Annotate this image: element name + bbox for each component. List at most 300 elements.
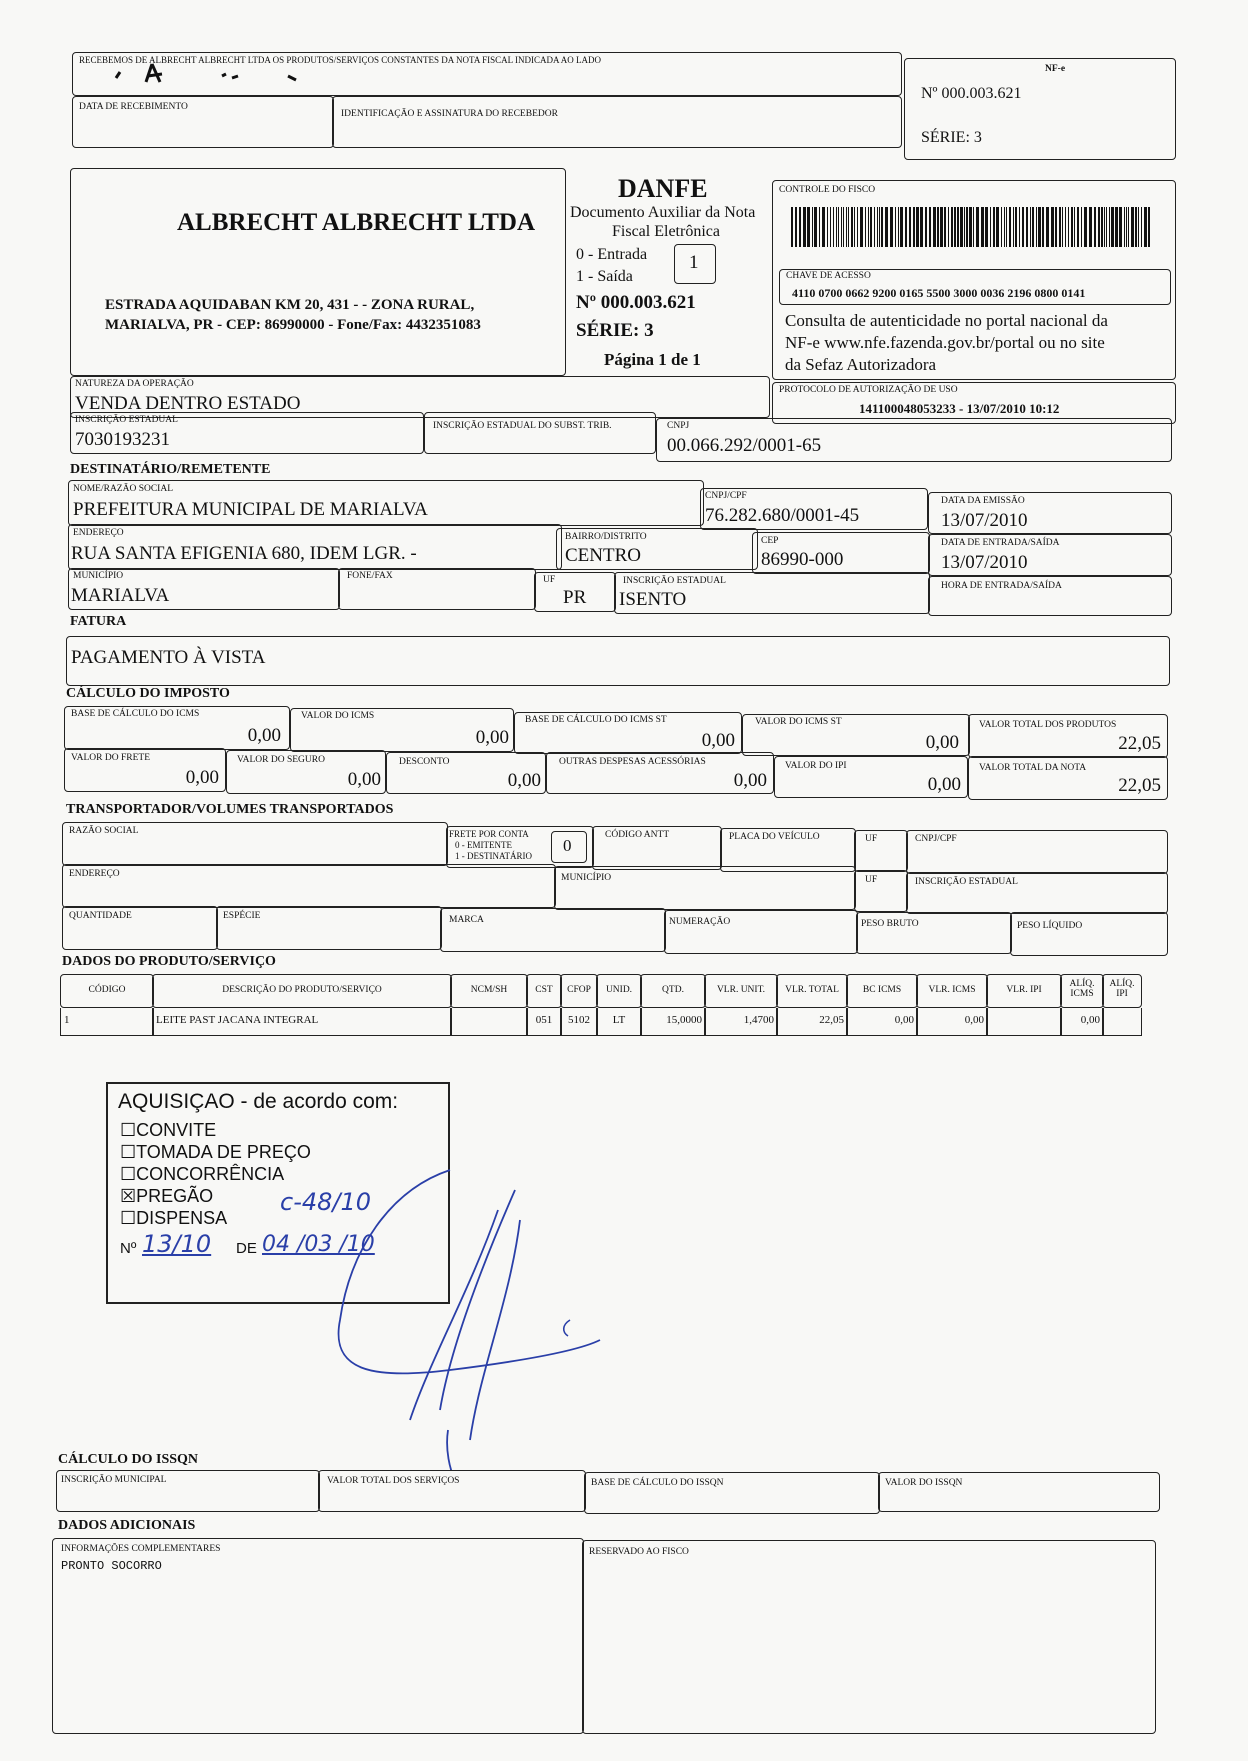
dest-bairro-label: BAIRRO/DISTRITO	[565, 532, 647, 542]
table-header-cell	[60, 974, 154, 1008]
table-row-cell	[986, 1008, 1062, 1036]
barcode-bar	[1128, 207, 1129, 247]
table-header-cell	[1060, 974, 1104, 1008]
emitente-nome: ALBRECHT ALBRECHT LTDA	[177, 209, 535, 236]
transp-cnpj-box	[906, 830, 1168, 874]
barcode-bar	[854, 207, 855, 247]
dest-hora-box	[928, 576, 1172, 616]
transp-frete-label2: 0 - EMITENTE	[455, 840, 512, 850]
seguro-box	[226, 750, 386, 794]
emitente-box	[70, 168, 566, 376]
transp-especie-box	[216, 906, 442, 950]
table-header-label: CFOP	[567, 985, 591, 995]
table-row-value: 1	[64, 1014, 70, 1026]
transp-frete-value-box	[551, 831, 587, 863]
table-row-cell	[560, 1008, 598, 1036]
transp-municipio-label: MUNICÍPIO	[561, 873, 612, 883]
barcode-bar	[973, 207, 974, 247]
dest-bairro-box	[556, 528, 758, 570]
canhoto-data-box	[72, 96, 334, 148]
stamp-dispensa: ☐DISPENSA	[120, 1208, 228, 1228]
frete-label: VALOR DO FRETE	[71, 753, 150, 763]
barcode-bar	[857, 207, 858, 247]
danfe-pagina: Página 1 de 1	[604, 350, 701, 369]
barcode-bar	[1074, 207, 1075, 247]
barcode-bar	[913, 207, 915, 247]
total-nota-box	[968, 756, 1168, 800]
barcode-bar	[1148, 207, 1150, 247]
barcode-bar	[841, 207, 842, 247]
table-header-label: QTD.	[662, 985, 684, 995]
consulta3: da Sefaz Autorizadora	[785, 355, 937, 374]
transp-antt-box	[592, 826, 722, 870]
icms-st-box	[742, 714, 970, 756]
canhoto-id-box	[332, 96, 902, 148]
stamp-tomada-label: TOMADA DE PREÇO	[136, 1142, 311, 1162]
barcode-bar	[848, 207, 849, 247]
natureza-valor: VENDA DENTRO ESTADO	[75, 393, 301, 414]
table-header-cell	[916, 974, 988, 1008]
barcode-bar	[836, 207, 837, 247]
stamp-concorrencia-label: CONCORRÊNCIA	[136, 1164, 285, 1184]
chave-barcode	[791, 207, 1157, 247]
canhoto-serie: SÉRIE: 3	[921, 129, 982, 146]
stamp-title: AQUISIÇAO - de acordo com:	[118, 1090, 399, 1113]
natureza-label: NATUREZA DA OPERAÇÃO	[75, 379, 194, 389]
stamp-hand-no: 13/10	[142, 1230, 212, 1258]
barcode-bar	[981, 207, 984, 247]
issqn-im-box	[56, 1470, 320, 1512]
barcode-bar	[1111, 207, 1114, 247]
dest-emissao-label: DATA DA EMISSÃO	[941, 496, 1025, 506]
transp-placa-label: PLACA DO VEÍCULO	[729, 832, 820, 842]
table-header-label: VLR. UNIT.	[716, 985, 766, 995]
barcode-bar	[1001, 207, 1002, 247]
dest-fone-label: FONE/FAX	[347, 571, 393, 581]
barcode-bar	[951, 207, 953, 247]
transp-endereco-box	[62, 864, 556, 908]
barcode-bar	[877, 207, 878, 247]
table-header-cell	[1102, 974, 1142, 1008]
issqn-valor-label: VALOR DO ISSQN	[885, 1478, 963, 1488]
dest-cnpj-box	[700, 488, 928, 530]
emitente-endereco2: MARIALVA, PR - CEP: 86990000 - Fone/Fax: 4432351083	[105, 317, 481, 333]
icms: 0,00	[475, 727, 509, 748]
barcode-bar	[954, 207, 956, 247]
barcode-bar	[1051, 207, 1054, 247]
barcode-bar	[1026, 207, 1028, 247]
barcode-bar	[1109, 207, 1110, 247]
dest-nome: PREFEITURA MUNICIPAL DE MARIALVA	[73, 499, 428, 520]
ipi-box	[774, 756, 968, 798]
barcode-bar	[1015, 207, 1017, 247]
outras: 0,00	[733, 770, 767, 791]
transp-especie-label: ESPÉCIE	[223, 911, 261, 921]
desconto-box	[386, 752, 546, 794]
dest-bairro: CENTRO	[565, 545, 641, 566]
issqn-valor-box	[878, 1472, 1160, 1512]
table-row-value: 0,00	[964, 1014, 984, 1026]
barcode-bar	[905, 207, 907, 247]
ie-st-box	[424, 412, 656, 454]
barcode-bar	[838, 207, 839, 247]
issqn-im-label: INSCRIÇÃO MUNICIPAL	[61, 1475, 167, 1485]
transp-ie-box	[906, 872, 1168, 914]
bc-icms-box	[64, 706, 290, 750]
table-row-value: 0,00	[1080, 1014, 1100, 1026]
fatura-box	[66, 636, 1170, 686]
barcode-bar	[1077, 207, 1079, 247]
barcode-bar	[1098, 207, 1100, 247]
dest-emissao-box	[928, 492, 1172, 534]
barcode-bar	[944, 207, 946, 247]
fatura-texto: PAGAMENTO À VISTA	[71, 647, 266, 668]
danfe-saida: 1 - Saída	[576, 268, 633, 285]
dest-uf-box	[534, 572, 616, 612]
danfe-subtitle1: Documento Auxiliar da Nota	[570, 204, 756, 221]
dest-endereco-label: ENDEREÇO	[73, 528, 124, 538]
barcode-bar	[1104, 207, 1105, 247]
barcode-bar	[1032, 207, 1034, 247]
barcode-bar	[885, 207, 888, 247]
ie-valor: 7030193231	[75, 429, 170, 450]
barcode-bar	[1055, 207, 1057, 247]
barcode-bar	[846, 207, 847, 247]
seguro: 0,00	[347, 769, 381, 790]
transp-razao-label: RAZÃO SOCIAL	[69, 826, 139, 836]
transportador-section: TRANSPORTADOR/VOLUMES TRANSPORTADOS	[66, 802, 394, 817]
total-prod: 22,05	[1118, 733, 1161, 754]
barcode-bar	[1131, 207, 1134, 247]
table-row-cell	[704, 1008, 778, 1036]
barcode-bar	[1115, 207, 1118, 247]
icms-st: 0,00	[925, 732, 959, 753]
dest-entrada: 13/07/2010	[941, 552, 1028, 573]
consulta1: Consulta de autenticidade no portal nacional da	[785, 311, 1108, 330]
barcode-bar	[895, 207, 896, 247]
table-header-cell	[152, 974, 452, 1008]
chave-box	[779, 269, 1171, 305]
table-row-value: LT	[612, 1014, 626, 1026]
consulta2: NF-e www.nfe.fazenda.gov.br/portal ou no site	[785, 333, 1105, 352]
barcode-bar	[940, 207, 943, 247]
nfe-label: NF-e	[1045, 64, 1066, 74]
chave-acesso: 4110 0700 0662 9200 0165 5500 3000 0036 2196 0800 0141	[792, 286, 1086, 300]
barcode-bar	[948, 207, 949, 247]
transp-uf2-box	[854, 870, 908, 912]
transp-cnpj-label: CNPJ/CPF	[915, 834, 957, 844]
issqn-bc-label: BASE DE CÁLCULO DO ISSQN	[591, 1478, 724, 1488]
total-prod-label: VALOR TOTAL DOS PRODUTOS	[979, 720, 1117, 730]
danfe-entrada: 0 - Entrada	[576, 246, 648, 263]
barcode-bar	[1138, 207, 1139, 247]
table-row-value: LEITE PAST JACANA INTEGRAL	[156, 1014, 319, 1026]
bc-st-box	[514, 712, 742, 754]
dest-uf: PR	[563, 587, 587, 608]
barcode-bar	[865, 207, 866, 247]
transp-qtd-label: QUANTIDADE	[69, 911, 132, 921]
stamp-tomada: ☐TOMADA DE PREÇO	[120, 1142, 311, 1162]
table-row-value: 22,05	[819, 1014, 844, 1026]
info-texto: PRONTO SOCORRO	[61, 1559, 162, 1573]
stamp-de: DE	[236, 1240, 257, 1257]
canhoto-scribble	[110, 58, 330, 94]
barcode-bar	[985, 207, 988, 247]
table-header-cell	[640, 974, 706, 1008]
transp-frete-label1: FRETE POR CONTA	[449, 829, 529, 839]
dest-cnpj: 76.282.680/0001-45	[705, 505, 860, 526]
dest-cep-label: CEP	[761, 536, 779, 546]
barcode-bar	[900, 207, 903, 247]
fatura-section: FATURA	[70, 614, 127, 629]
ipi-label: VALOR DO IPI	[785, 761, 847, 771]
bc-st-label: BASE DE CÁLCULO DO ICMS ST	[525, 715, 667, 725]
dest-endereco: RUA SANTA EFIGENIA 680, IDEM LGR. -	[71, 543, 417, 564]
table-row-cell	[1102, 1008, 1142, 1036]
ie-st-label: INSCRIÇÃO ESTADUAL DO SUBST. TRIB.	[433, 421, 612, 431]
barcode-bar	[860, 207, 863, 247]
barcode-bar	[1036, 207, 1037, 247]
barcode-bar	[1022, 207, 1024, 247]
total-nota: 22,05	[1118, 775, 1161, 796]
issqn-bc-box	[584, 1472, 880, 1514]
stamp-convite: ☐CONVITE	[120, 1120, 217, 1140]
dest-entrada-box	[928, 534, 1172, 576]
barcode-bar	[1030, 207, 1031, 247]
transp-bruto-box	[856, 912, 1012, 954]
barcode-bar	[881, 207, 883, 247]
produtos-table	[60, 974, 1168, 1040]
table-header-label: UNID.	[605, 985, 633, 995]
barcode-bar	[1004, 207, 1005, 247]
issqn-section: CÁLCULO DO ISSQN	[58, 1452, 199, 1467]
dest-hora-label: HORA DE ENTRADA/SAÍDA	[941, 581, 1062, 591]
stamp-hand-data: 04 /03 /10	[262, 1232, 375, 1257]
protocolo-label: PROTOCOLO DE AUTORIZAÇÃO DE USO	[779, 385, 958, 395]
table-header-cell	[846, 974, 918, 1008]
table-row-cell	[152, 1008, 452, 1036]
dest-municipio-box	[68, 568, 340, 610]
dest-municipio-label: MUNICÍPIO	[73, 571, 124, 581]
table-header-label: VLR. TOTAL	[785, 985, 839, 995]
barcode-bar	[1059, 207, 1061, 247]
barcode-bar	[812, 207, 813, 247]
barcode-bar	[937, 207, 939, 247]
icms-label: VALOR DO ICMS	[301, 711, 375, 721]
icms-st-label: VALOR DO ICMS ST	[755, 717, 842, 727]
table-row-value: 051	[535, 1014, 553, 1026]
reservado-fisco-box	[582, 1540, 1156, 1734]
barcode-bar	[814, 207, 817, 247]
signature	[330, 1150, 610, 1470]
imposto-section: CÁLCULO DO IMPOSTO	[66, 686, 230, 701]
barcode-bar	[1071, 207, 1073, 247]
barcode-bar	[1124, 207, 1125, 247]
table-row-cell	[640, 1008, 706, 1036]
canhoto-numero: Nº 000.003.621	[921, 85, 1022, 102]
fisco-controle-label: CONTROLE DO FISCO	[779, 185, 876, 195]
barcode-bar	[827, 207, 828, 247]
barcode-bar	[819, 207, 820, 247]
dest-nome-label: NOME/RAZÃO SOCIAL	[73, 484, 174, 494]
transp-bruto-label: PESO BRUTO	[861, 919, 919, 929]
transp-frete: 0	[563, 836, 572, 855]
barcode-bar	[870, 207, 872, 247]
barcode-bar	[1106, 207, 1107, 247]
destinatario-section: DESTINATÁRIO/REMETENTE	[70, 462, 271, 477]
table-row-value: 15,0000	[666, 1014, 702, 1026]
ipi: 0,00	[927, 774, 961, 795]
dest-ie-label: INSCRIÇÃO ESTADUAL	[623, 576, 726, 586]
barcode-bar	[1042, 207, 1044, 247]
ie-label: INSCRIÇÃO ESTADUAL	[75, 415, 178, 425]
table-header-cell	[560, 974, 598, 1008]
cnpj-emit-label: CNPJ	[667, 421, 690, 431]
barcode-bar	[976, 207, 979, 247]
transp-uf2-label: UF	[865, 875, 878, 885]
table-row-cell	[450, 1008, 528, 1036]
fisco-box	[772, 180, 1176, 380]
dest-cep-box	[752, 532, 930, 574]
dest-municipio: MARIALVA	[71, 585, 170, 606]
total-prod-box	[968, 714, 1168, 758]
danfe-numero: Nº 000.003.621	[576, 292, 696, 313]
dest-ie-box	[614, 572, 930, 614]
danfe-tipo: 1	[689, 252, 699, 273]
barcode-bar	[890, 207, 893, 247]
transp-razao-box	[62, 822, 448, 866]
barcode-bar	[791, 207, 793, 247]
info-complementares-box	[52, 1538, 584, 1734]
danfe-title: DANFE	[618, 174, 708, 203]
barcode-bar	[964, 207, 965, 247]
barcode-bar	[909, 207, 911, 247]
desconto-label: DESCONTO	[399, 757, 450, 767]
produtos-section: DADOS DO PRODUTO/SERVIÇO	[62, 954, 276, 969]
ie-box	[70, 412, 424, 454]
barcode-bar	[843, 207, 844, 247]
chave-label: CHAVE DE ACESSO	[786, 271, 871, 281]
barcode-bar	[1089, 207, 1092, 247]
transp-numeracao-box	[664, 910, 858, 954]
barcode-bar	[1062, 207, 1063, 247]
cnpj-emit-box	[656, 418, 1172, 462]
reservado-label: RESERVADO AO FISCO	[589, 1547, 689, 1557]
barcode-bar	[916, 207, 919, 247]
dest-endereco-box	[68, 524, 562, 570]
barcode-bar	[920, 207, 923, 247]
table-header-label: ALÍQ. ICMS	[1069, 979, 1095, 999]
total-nota-label: VALOR TOTAL DA NOTA	[979, 763, 1087, 773]
dest-fone-box	[338, 568, 536, 610]
barcode-bar	[1006, 207, 1007, 247]
table-row-cell	[1060, 1008, 1104, 1036]
transp-marca-label: MARCA	[449, 915, 484, 925]
table-header-cell	[596, 974, 642, 1008]
icms-box	[290, 708, 514, 752]
barcode-bar	[1119, 207, 1122, 247]
danfe-title-block	[566, 168, 766, 376]
table-header-label: DESCRIÇÃO DO PRODUTO/SERVIÇO	[222, 985, 382, 995]
table-row-cell	[846, 1008, 918, 1036]
dest-cnpj-label: CNPJ/CPF	[705, 491, 747, 501]
table-header-cell	[704, 974, 778, 1008]
barcode-bar	[830, 207, 831, 247]
barcode-bar	[929, 207, 931, 247]
canhoto-recebemos: RECEBEMOS DE ALBRECHT ALBRECHT LTDA OS PRODUTOS/SERVIÇOS CONSTANTES DA NOTA FISCAL INDICADA AO LADO	[79, 55, 601, 65]
barcode-bar	[1084, 207, 1087, 247]
transp-liquido-box	[1010, 912, 1168, 956]
stamp-pregao-label: PREGÃO	[136, 1186, 214, 1206]
table-header-cell	[450, 974, 528, 1008]
barcode-bar	[1144, 207, 1147, 247]
table-header-cell	[526, 974, 562, 1008]
transp-frete-box	[446, 826, 594, 868]
stamp-concorrencia: ☐CONCORRÊNCIA	[120, 1164, 285, 1184]
barcode-bar	[1081, 207, 1082, 247]
transp-marca-box	[440, 908, 666, 952]
dest-ie: ISENTO	[619, 589, 687, 610]
table-header-label: CST	[535, 985, 553, 995]
dest-nome-box	[68, 480, 704, 526]
table-header-label: VLR. IPI	[1006, 985, 1042, 995]
bc-st: 0,00	[701, 730, 735, 751]
barcode-bar	[966, 207, 968, 247]
table-header-label: VLR. ICMS	[928, 985, 976, 995]
barcode-bar	[993, 207, 995, 247]
barcode-bar	[996, 207, 999, 247]
stamp-no: Nº	[120, 1240, 137, 1257]
barcode-bar	[960, 207, 963, 247]
barcode-bar	[1046, 207, 1049, 247]
barcode-bar	[1101, 207, 1103, 247]
table-row-value: 0,00	[894, 1014, 914, 1026]
barcode-bar	[803, 207, 806, 247]
dest-cep: 86990-000	[761, 549, 844, 570]
dest-uf-label: UF	[543, 575, 556, 585]
transp-frete-label3: 1 - DESTINATÁRIO	[455, 851, 532, 861]
transp-qtd-box	[62, 906, 218, 950]
barcode-bar	[1019, 207, 1020, 247]
table-row-cell	[596, 1008, 642, 1036]
canhoto-id-label: IDENTIFICAÇÃO E ASSINATURA DO RECEBEDOR	[341, 109, 558, 119]
transp-municipio-box	[554, 866, 856, 910]
transp-uf-label: UF	[865, 834, 878, 844]
barcode-bar	[833, 207, 834, 247]
transp-ie-label: INSCRIÇÃO ESTADUAL	[915, 877, 1018, 887]
danfe-serie: SÉRIE: 3	[576, 320, 654, 341]
desconto: 0,00	[507, 770, 541, 791]
bc-icms-label: BASE DE CÁLCULO DO ICMS	[71, 709, 200, 719]
barcode-bar	[1126, 207, 1127, 247]
barcode-bar	[851, 207, 853, 247]
transp-liquido-label: PESO LÍQUIDO	[1017, 921, 1083, 931]
frete-box	[64, 748, 226, 792]
transp-numeracao-label: NUMERAÇÃO	[669, 917, 731, 927]
stamp-pregao: ☒PREGÃO	[120, 1186, 214, 1206]
barcode-bar	[1065, 207, 1066, 247]
barcode-bar	[874, 207, 875, 247]
barcode-bar	[925, 207, 927, 247]
emitente-endereco1: ESTRADA AQUIDABAN KM 20, 431 - - ZONA RURAL,	[105, 297, 475, 313]
info-label: INFORMAÇÕES COMPLEMENTARES	[61, 1544, 221, 1554]
barcode-bar	[969, 207, 972, 247]
table-row-cell	[60, 1008, 154, 1036]
barcode-bar	[898, 207, 899, 247]
protocolo-valor: 141100048053233 - 13/07/2010 10:12	[859, 401, 1060, 416]
table-header-label: ALÍQ. IPI	[1109, 979, 1135, 999]
barcode-bar	[799, 207, 801, 247]
